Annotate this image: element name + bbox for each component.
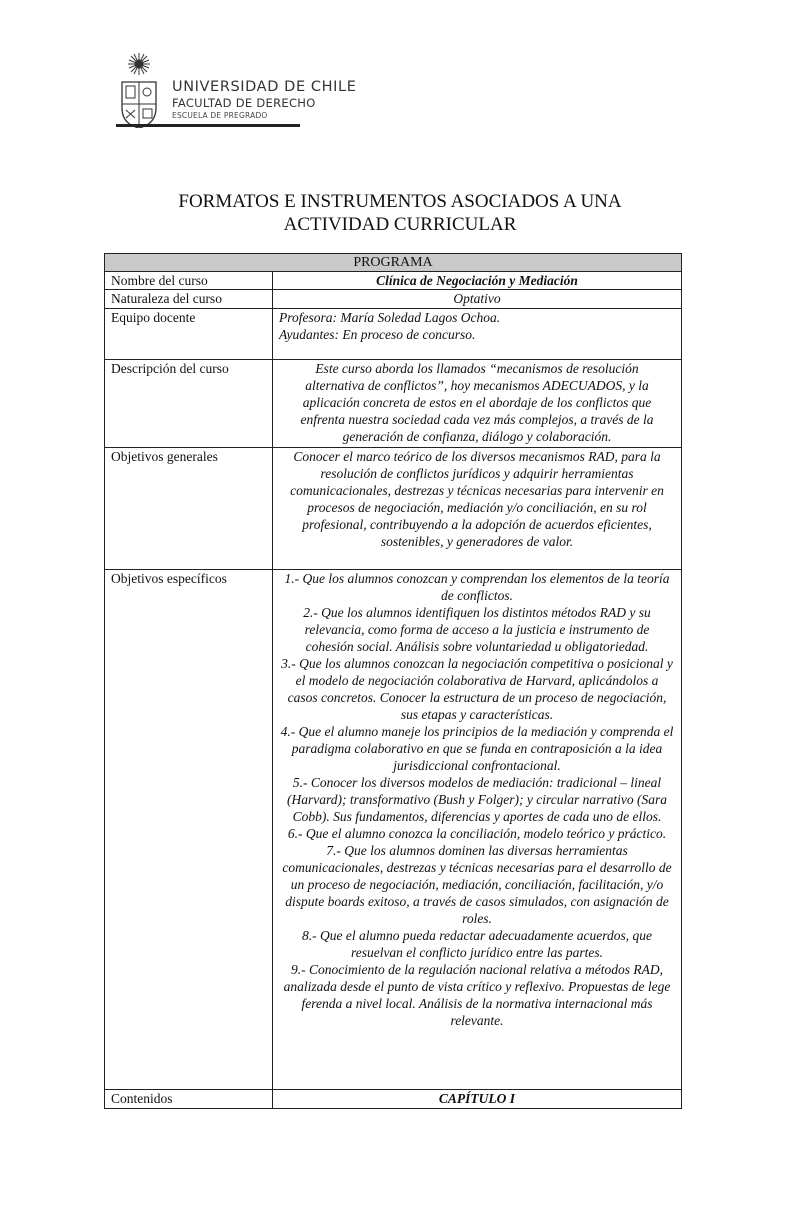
list-item: 3.- Que los alumnos conozcan la negociación competitiva o posicional y el modelo de negociación colaborativa de Harvard, aplicándolos a casos concretos. Conocer la estructura de un proceso de negociación, sus etapas y características. bbox=[281, 656, 673, 722]
table-header: PROGRAMA bbox=[105, 254, 682, 272]
list-item: 5.- Conocer los diversos modelos de mediación: tradicional – lineal (Harvard); transformativo (Bush y Folger); y circular narrativo (Sara Cobb). Sus fundamentos, diferencias y aportes de cada uno de ellos. bbox=[287, 775, 667, 824]
teacher-line: Profesora: María Soledad Lagos Ochoa. bbox=[279, 310, 501, 325]
row-label: Equipo docente bbox=[105, 309, 273, 360]
description-value: Este curso aborda los llamados “mecanismos de resolución alternativa de conflictos”, hoy mecanismos ADECUADOS, y la aplicación concreta de estos en el abordaje de los conflictos que enfrenta nuestra sociedad cada vez más complejos, a través de la generación de confianza, diálogo y colaboración. bbox=[273, 360, 682, 448]
row-label: Descripción del curso bbox=[105, 360, 273, 448]
list-item: 7.- Que los alumnos dominen las diversas herramientas comunicacionales, destrezas y técnicas necesarias para el desarrollo de un proceso de negociación, mediación, conciliación, facilitación, y/o dispute boards exitoso, a través de casos simulados, con asignación de roles. bbox=[282, 843, 672, 926]
teaching-team-value bbox=[273, 309, 682, 360]
university-crest-icon bbox=[118, 52, 160, 128]
title-line-2: ACTIVIDAD CURRICULAR bbox=[283, 214, 517, 235]
table-row bbox=[105, 360, 682, 448]
list-item: 2.- Que los alumnos identifiquen los distintos métodos RAD y su relevancia, como forma de acceso a la justicia e instrumento de cohesión social. Análisis sobre voluntariedad u obligatoriedad. bbox=[303, 605, 651, 654]
row-label: Objetivos específicos bbox=[105, 570, 273, 1090]
row-label: Nombre del curso bbox=[105, 272, 273, 290]
row-label: Naturaleza del curso bbox=[105, 290, 273, 309]
list-item: 8.- Que el alumno pueda redactar adecuadamente acuerdos, que resuelvan el conflicto jurídico entre las partes. bbox=[302, 928, 652, 960]
table-row bbox=[105, 309, 682, 360]
row-label: Contenidos bbox=[105, 1090, 273, 1109]
list-item: 1.- Que los alumnos conozcan y comprendan los elementos de la teoría de conflictos. bbox=[284, 571, 670, 603]
table-row bbox=[105, 290, 682, 309]
institution-header bbox=[104, 52, 357, 132]
table-row bbox=[105, 1090, 682, 1109]
title-line-1: FORMATOS E INSTRUMENTOS ASOCIADOS A UNA bbox=[178, 191, 622, 212]
table-row bbox=[105, 448, 682, 570]
document-title bbox=[100, 190, 700, 236]
course-name-value: Clínica de Negociación y Mediación bbox=[273, 272, 682, 290]
course-type-value: Optativo bbox=[273, 290, 682, 309]
list-item: 4.- Que el alumno maneje los principios de la mediación y comprenda el paradigma colaborativo en que se funda en contraposición a la idea jurisdiccional confrontacional. bbox=[280, 724, 674, 773]
school-name: ESCUELA DE PREGRADO bbox=[172, 111, 268, 120]
assistants-line: Ayudantes: En proceso de concurso. bbox=[279, 327, 476, 342]
row-label: Objetivos generales bbox=[105, 448, 273, 570]
list-item: 9.- Conocimiento de la regulación nacional relativa a métodos RAD, analizada desde el punto de vista crítico y reflexivo. Propuestas de lege ferenda a nivel local. Análisis de la normativa internacional más relevante. bbox=[283, 962, 671, 1028]
table-row bbox=[105, 570, 682, 1090]
university-name: UNIVERSIDAD DE CHILE bbox=[172, 79, 357, 95]
list-item: 6.- Que el alumno conozca la conciliación, modelo teórico y práctico. bbox=[287, 826, 667, 841]
faculty-name: FACULTAD DE DERECHO bbox=[172, 96, 316, 110]
program-table bbox=[104, 253, 682, 1109]
contents-value: CAPÍTULO I bbox=[273, 1090, 682, 1109]
table-row bbox=[105, 272, 682, 290]
table-header-row bbox=[105, 254, 682, 272]
header-rule bbox=[116, 124, 300, 127]
general-objectives-value: Conocer el marco teórico de los diversos mecanismos RAD, para la resolución de conflictos jurídicos y adquirir herramientas comunicacionales, destrezas y técnicas necesarias para intervenir en procesos de negociación, mediación y/o conciliación, en su rol profesional, contribuyendo a la adopción de acuerdos eficientes, sostenibles, y generadores de valor. bbox=[273, 448, 682, 570]
specific-objectives-value bbox=[273, 570, 682, 1090]
